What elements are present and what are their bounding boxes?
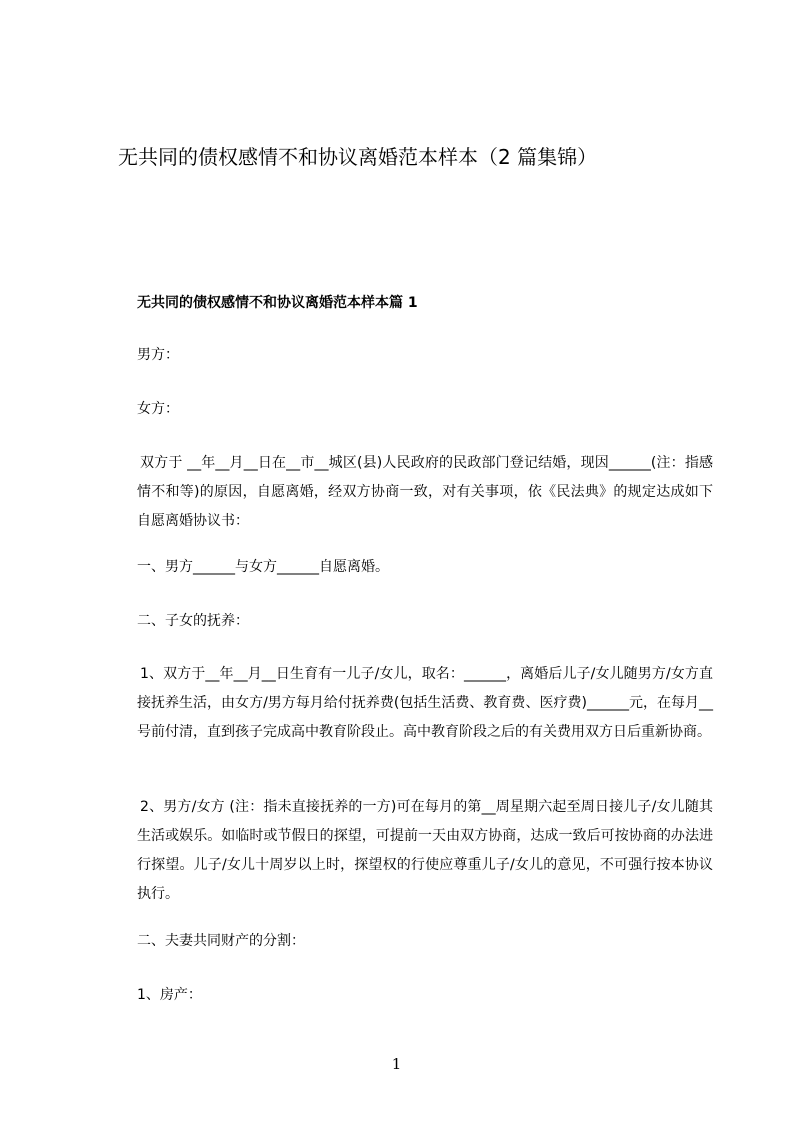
intro-paragraph: 双方于 __年__月__日在__市__城区(县)人民政府的民政部门登记结婚，现因______(注：指感情不和等)的原因，自愿离婚，经双方协商一致，对有关事项，依《民法典》的规定达成如下自愿离婚协议书： [137,455,713,529]
page-number: 1 [391,1055,402,1073]
clause-property-division-heading: 二、夫妻共同财产的分割： [137,933,305,949]
clause-voluntary-divorce: 一、男方______与女方______自愿离婚。 [137,559,389,575]
section-heading: 无共同的债权感情不和协议离婚范本样本篇 1 [137,295,418,311]
child-support-clause: 1、双方于__年__月__日生育有一儿子/女儿，取名：______，离婚后儿子/女儿随男方/女方直接抚养生活，由女方/男方每月给付抚养费(包括生活费、教育费、医疗费)______元，在每月__号前付清，直到孩子完成高中教育阶段止。高中教育阶段之后的有关费用双方日后重新协商。 [137,666,713,740]
female-party-label: 女方： [137,401,179,417]
male-party-label: 男方： [137,347,179,363]
document-title: 无共同的债权感情不和协议离婚范本样本（2 篇集锦） [118,145,598,169]
clause-property-house: 1、房产： [137,987,202,1003]
clause-child-custody-heading: 二、子女的抚养： [137,613,249,629]
visitation-clause: 2、男方/女方 (注：指未直接抚养的一方)可在每月的第__周星期六起至周日接儿子/女儿随其生活或娱乐。如临时或节假日的探望，可提前一天由双方协商，达成一致后可按协商的办法进行探望。儿子/女儿十周岁以上时，探望权的行使应尊重儿子/女儿的意见，不可强行按本协议执行。 [137,799,713,902]
